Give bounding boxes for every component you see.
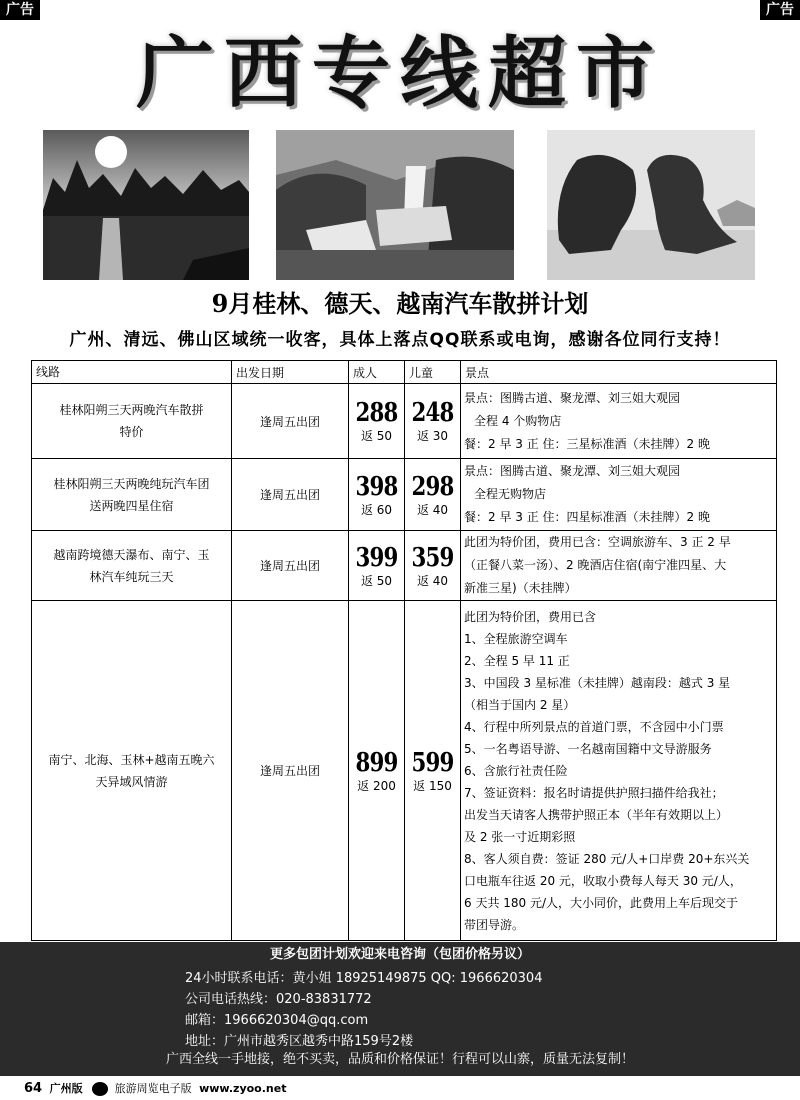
river-sunset-image: [43, 130, 249, 280]
child-rebate: 返 40: [416, 573, 449, 588]
child-price-cell: [405, 459, 461, 531]
info-line: （相当于国内 2 星）: [464, 697, 576, 712]
contact-footer: [0, 942, 800, 1076]
company-hotline: 公司电话热线：020-83831772: [185, 992, 372, 1007]
route-name: [32, 459, 232, 531]
info-line: 餐：2 早 3 正 住：四星标准酒（未挂牌）2 晚: [464, 510, 710, 524]
child-rebate: 返 150: [413, 778, 452, 793]
route-line: 林汽车纯玩三天: [89, 569, 174, 584]
website-link[interactable]: www.zyoo.net: [199, 1082, 287, 1095]
waterfall-image: [276, 130, 514, 280]
contact-phone: 24小时联系电话：黄小姐 18925149875 QQ: 1966620304: [185, 971, 543, 986]
collection-note: 广州、清远、佛山区域统一收客，具体上落点QQ联系或电询，感谢各位同行支持！: [69, 330, 731, 350]
route-name: [32, 384, 232, 459]
page-number: 64: [24, 1081, 43, 1096]
route-table: [31, 360, 777, 941]
contact-lines: [185, 968, 745, 1052]
route-line: 天异域风情游: [95, 774, 168, 789]
info-line: 此团为特价团，费用已含: [464, 609, 597, 624]
adult-price-cell: [349, 459, 405, 531]
info-line: 景点：图腾古道、聚龙潭、刘三姐大观园: [464, 464, 681, 478]
adult-price: 399: [355, 542, 398, 573]
header-route: 线路: [32, 361, 232, 384]
info-line: 新准三星)（未挂牌）: [464, 581, 577, 595]
magazine-label: 旅游周览电子版: [114, 1082, 192, 1095]
info-line: 全程 4 个购物店: [474, 413, 562, 428]
magazine-logo-icon: [92, 1082, 108, 1096]
child-rebate: 返 30: [416, 429, 449, 443]
info-line: 2、全程 5 早 11 正: [464, 653, 570, 668]
table-row: [32, 459, 777, 531]
child-price-cell: [405, 601, 461, 941]
child-rebate: 返 40: [416, 502, 449, 517]
header-date: 出发日期: [232, 361, 349, 384]
info-line: 4、行程中所列景点的首道门票，不含园中小门票: [464, 719, 724, 734]
route-info: [461, 384, 777, 459]
route-line: 特价: [119, 425, 144, 439]
info-line: 7、签证资料：报名时请提供护照扫描件给我社；: [464, 785, 724, 800]
photo-river-sunset: [43, 130, 249, 280]
child-price: 298: [411, 471, 454, 502]
info-line: 6 天共 180 元/人，大小同价，此费用上车后现交于: [464, 895, 739, 910]
info-line: 5、一名粤语导游、一名越南国籍中文导游服务: [464, 741, 712, 756]
ad-tag-left: 广告: [0, 0, 40, 20]
page-bar: [0, 1078, 800, 1100]
info-line: 出发当天请客人携带护照正本（半年有效期以上）: [464, 807, 729, 822]
adult-price-cell: [349, 601, 405, 941]
info-line: 3、中国段 3 星标准（未挂牌）越南段：越式 3 星: [464, 675, 731, 690]
child-price-cell: [405, 531, 461, 601]
adult-rebate: 返 50: [360, 429, 393, 443]
route-info: [461, 601, 777, 941]
info-line: 带团导游。: [464, 917, 525, 932]
route-info: [461, 531, 777, 601]
info-line: 1、全程旅游空调车: [464, 631, 568, 646]
info-line: 口电瓶车往返 20 元，收取小费每人每天 30 元/人，: [464, 873, 742, 888]
header-child: 儿童: [405, 361, 461, 384]
info-line: 景点：图腾古道、聚龙潭、刘三姐大观园: [464, 390, 681, 405]
child-price: 599: [411, 747, 454, 778]
child-price-cell: [405, 384, 461, 459]
route-line: 桂林阳朔三天两晚纯玩汽车团: [53, 476, 210, 491]
table-header-row: [32, 361, 777, 384]
subtitle: 9月桂林、德天、越南汽车散拼计划: [211, 289, 589, 318]
ad-tag-right: 广告: [760, 0, 800, 20]
photo-rock-islands: [547, 130, 755, 280]
departure-date: 逢周五出团: [232, 384, 349, 459]
departure-date: 逢周五出团: [232, 459, 349, 531]
adult-price-cell: [349, 531, 405, 601]
main-title: 广西专线超市: [135, 28, 664, 119]
route-name: [32, 601, 232, 941]
photo-waterfall: [276, 130, 514, 280]
info-line: 全程无购物店: [474, 487, 547, 501]
table-row: [32, 601, 777, 941]
header-adult: 成人: [349, 361, 405, 384]
departure-date: 逢周五出团: [232, 601, 349, 941]
adult-rebate: 返 50: [360, 573, 393, 588]
footer-heading: 更多包团计划欢迎来电咨询（包团价格另议）: [269, 947, 530, 962]
contact-email: 邮箱：1966620304@qq.com: [185, 1013, 369, 1028]
route-line: 越南跨境德天瀑布、南宁、玉: [53, 547, 210, 562]
info-line: 餐：2 早 3 正 住：三星标准酒（未挂牌）2 晚: [464, 436, 710, 451]
departure-date: 逢周五出团: [232, 531, 349, 601]
info-line: 及 2 张一寸近期彩照: [464, 829, 576, 844]
child-price: 248: [411, 398, 454, 428]
footer-slogan: 广西全线一手地接，绝不买卖，品质和价格保证！行程可以山寨，质量无法复制！: [165, 1052, 634, 1067]
adult-rebate: 返 200: [357, 778, 396, 793]
table-row: [32, 384, 777, 459]
adult-price: 398: [355, 471, 398, 502]
photo-strip: [0, 130, 800, 280]
adult-rebate: 返 60: [360, 502, 393, 517]
info-line: 6、含旅行社责任险: [464, 763, 568, 778]
adult-price-cell: [349, 384, 405, 459]
header-info: 景点: [461, 361, 777, 384]
route-name: [32, 531, 232, 601]
info-line: （正餐八菜一汤）、2 晚酒店住宿(南宁准四星、大: [464, 558, 727, 572]
child-price: 359: [411, 542, 454, 573]
info-line: 此团为特价团，费用已含：空调旅游车、3 正 2 早: [464, 535, 731, 549]
adult-price: 288: [355, 398, 398, 428]
route-line: 送两晚四星住宿: [89, 498, 174, 513]
magazine-edition: 广州版: [49, 1082, 83, 1095]
table-row: [32, 531, 777, 601]
route-line: 南宁、北海、玉林+越南五晚六: [48, 752, 215, 767]
info-line: 8、客人须自费：签证 280 元/人+口岸费 20+东兴关: [464, 851, 750, 866]
route-line: 桂林阳朔三天两晚汽车散拼: [59, 403, 204, 417]
adult-price: 899: [355, 747, 398, 778]
contact-address: 地址：广州市越秀区越秀中路159号2楼: [185, 1034, 414, 1049]
route-info: [461, 459, 777, 531]
rock-islands-image: [547, 130, 755, 280]
